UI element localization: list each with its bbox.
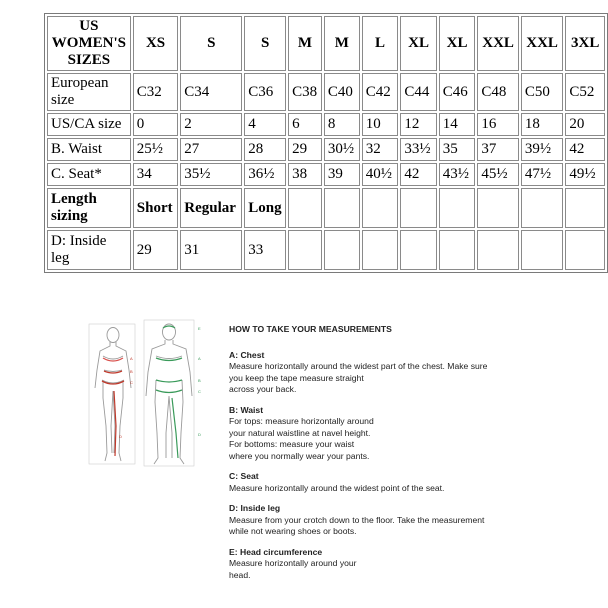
section-inside-leg <box>229 503 529 538</box>
table-cell: C32 <box>133 73 179 111</box>
table-cell: 18 <box>521 113 564 136</box>
header-size-cell: S <box>180 16 242 71</box>
height-guides <box>89 320 194 466</box>
table-cell <box>400 188 436 228</box>
male-inside-leg-line <box>172 398 178 458</box>
section-heading: E: Head circumference <box>229 546 323 557</box>
row-label: US/CA size <box>47 113 131 136</box>
table-row <box>47 230 605 270</box>
table-cell: 30½ <box>324 138 360 161</box>
table-cell: C44 <box>400 73 436 111</box>
table-cell <box>477 188 518 228</box>
table-cell: 28 <box>244 138 286 161</box>
table-cell: 35½ <box>180 163 242 186</box>
table-cell: 34 <box>133 163 179 186</box>
table-cell: 29 <box>133 230 179 270</box>
table-cell: Short <box>133 188 179 228</box>
table-cell: 4 <box>244 113 286 136</box>
table-cell <box>400 230 436 270</box>
table-cell: 16 <box>477 113 518 136</box>
table-cell: 8 <box>324 113 360 136</box>
header-size-cell: 3XL <box>565 16 605 71</box>
table-cell: 35 <box>439 138 476 161</box>
header-size-cell: M <box>324 16 360 71</box>
figure-label-b-female: B <box>130 369 133 374</box>
table-header-row <box>47 16 605 71</box>
table-row <box>47 138 605 161</box>
table-cell: 40½ <box>362 163 399 186</box>
table-cell <box>477 230 518 270</box>
measurement-instructions <box>229 324 529 590</box>
section-text: Measure from your crotch down to the floor. Take the measurement while not wearing shoes or boots. <box>229 514 485 536</box>
table-cell: Regular <box>180 188 242 228</box>
table-cell: Long <box>244 188 286 228</box>
row-label: C. Seat* <box>47 163 131 186</box>
table-row <box>47 163 605 186</box>
instructions-title: HOW TO TAKE YOUR MEASUREMENTS <box>229 324 392 334</box>
table-cell: 0 <box>133 113 179 136</box>
section-chest <box>229 350 529 396</box>
table-cell: 45½ <box>477 163 518 186</box>
table-cell: 31 <box>180 230 242 270</box>
table-cell <box>288 230 322 270</box>
male-figure <box>146 324 192 464</box>
header-size-cell: XL <box>439 16 476 71</box>
table-cell <box>565 188 605 228</box>
chest-line <box>103 358 123 361</box>
table-cell: C42 <box>362 73 399 111</box>
table-cell: 38 <box>288 163 322 186</box>
table-cell: 32 <box>362 138 399 161</box>
section-heading: D: Inside leg <box>229 503 281 513</box>
section-heading: A: Chest <box>229 349 265 360</box>
table-cell: 36½ <box>244 163 286 186</box>
section-text: For tops: measure horizontally around your natural waistline at navel height. For bottoms: measure your waist where you normally wear your pants. <box>229 416 374 461</box>
section-heading: B: Waist <box>229 404 264 415</box>
section-text: Measure horizontally around the widest part of the chest. Make sure you keep the tape measure straight across your back. <box>229 361 488 394</box>
table-cell: C34 <box>180 73 242 111</box>
table-cell <box>521 230 564 270</box>
figure-label-e-male: E <box>198 326 201 331</box>
male-waist-line <box>156 380 182 382</box>
table-cell: 6 <box>288 113 322 136</box>
row-label: Length sizing <box>47 188 131 228</box>
table-cell: C38 <box>288 73 322 111</box>
row-label: European size <box>47 73 131 111</box>
table-cell: 42 <box>565 138 605 161</box>
table-cell: 49½ <box>565 163 605 186</box>
row-label: D: Inside leg <box>47 230 131 270</box>
measurement-diagram-svg <box>86 318 218 478</box>
figure-label-c-male: C <box>198 389 201 394</box>
table-cell: C40 <box>324 73 360 111</box>
table-cell: 37 <box>477 138 518 161</box>
figure-label-b-male: B <box>198 378 201 383</box>
table-cell: 33 <box>244 230 286 270</box>
section-text: Measure horizontally around your head. <box>229 558 357 580</box>
section-text: Measure horizontally around the widest point of the seat. <box>229 482 445 493</box>
table-cell: C52 <box>565 73 605 111</box>
header-size-cell: L <box>362 16 399 71</box>
figure-label-c-female: C <box>130 380 133 385</box>
table-row <box>47 73 605 111</box>
header-sizes-label: US WOMEN'S SIZES <box>47 16 131 71</box>
body-measurement-figure <box>86 318 218 478</box>
table-cell: 39 <box>324 163 360 186</box>
header-size-cell: XS <box>133 16 179 71</box>
table-cell: 2 <box>180 113 242 136</box>
table-cell: C48 <box>477 73 518 111</box>
table-cell: 42 <box>400 163 436 186</box>
table-cell: 25½ <box>133 138 179 161</box>
section-heading: C: Seat <box>229 471 259 481</box>
section-head <box>229 547 529 582</box>
table-cell: 12 <box>400 113 436 136</box>
figure-label-a-male: A <box>198 356 201 361</box>
table-cell: 39½ <box>521 138 564 161</box>
table-cell: 43½ <box>439 163 476 186</box>
table-cell <box>521 188 564 228</box>
male-seat-line <box>156 390 182 393</box>
table-row <box>47 188 605 228</box>
figure-letters <box>119 326 201 439</box>
header-size-cell: S <box>244 16 286 71</box>
table-cell: 10 <box>362 113 399 136</box>
header-size-cell: XXL <box>521 16 564 71</box>
table-cell: 33½ <box>400 138 436 161</box>
row-label: B. Waist <box>47 138 131 161</box>
section-seat <box>229 471 529 494</box>
table-cell: 47½ <box>521 163 564 186</box>
header-size-cell: M <box>288 16 322 71</box>
table-cell: 14 <box>439 113 476 136</box>
female-figure <box>95 328 131 462</box>
table-cell <box>439 188 476 228</box>
table-cell: 29 <box>288 138 322 161</box>
table-cell <box>324 188 360 228</box>
table-row <box>47 113 605 136</box>
table-cell: 27 <box>180 138 242 161</box>
table-cell <box>439 230 476 270</box>
header-size-cell: XL <box>400 16 436 71</box>
figure-label-d-male: D <box>198 432 201 437</box>
table-cell <box>324 230 360 270</box>
table-cell: 20 <box>565 113 605 136</box>
header-size-cell: XXL <box>477 16 518 71</box>
figure-label-d-female: D <box>119 434 122 439</box>
table-cell <box>565 230 605 270</box>
size-chart-table <box>44 13 608 273</box>
table-cell: C50 <box>521 73 564 111</box>
table-cell <box>362 188 399 228</box>
table-cell: C36 <box>244 73 286 111</box>
table-cell: C46 <box>439 73 476 111</box>
table-cell <box>362 230 399 270</box>
table-cell <box>288 188 322 228</box>
section-waist <box>229 405 529 463</box>
figure-label-a-female: A <box>130 356 133 361</box>
